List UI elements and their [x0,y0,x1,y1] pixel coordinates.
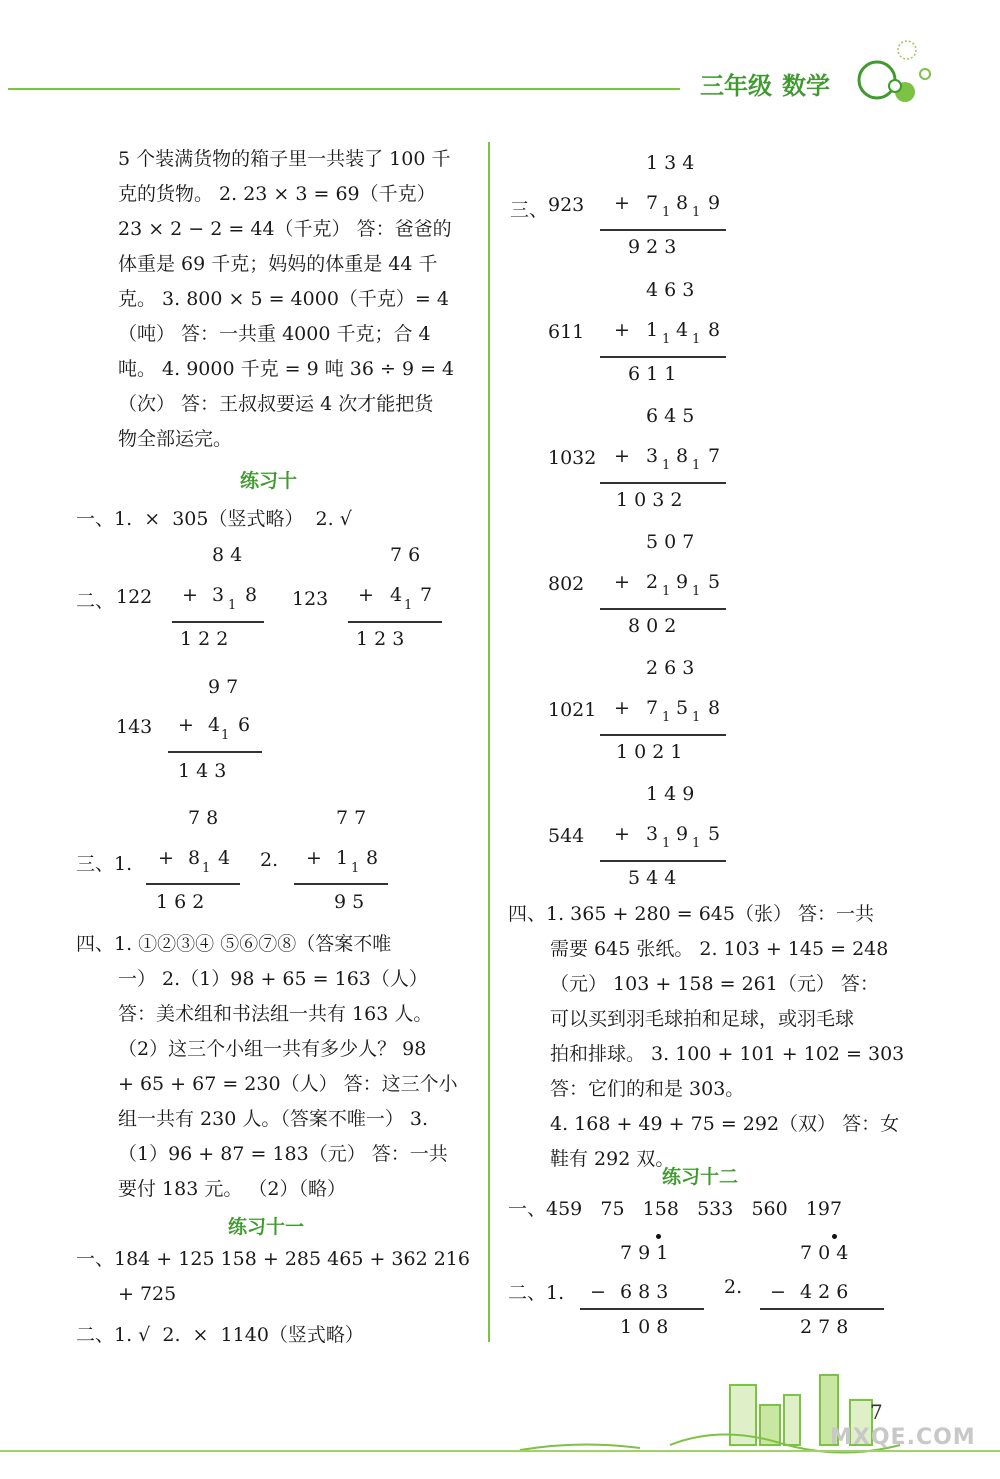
question-label: 三、1. [76,853,133,875]
carry-mark: 1 [662,205,671,220]
addend-digit: 8 [708,697,721,719]
operator: − [770,1281,786,1303]
addend-digit: 7 [708,445,721,467]
carry-mark: 1 [662,458,671,473]
sum-result: 1 6 2 [156,891,205,913]
addend-top: 7 6 [390,544,421,566]
sum-rule [348,621,442,623]
carry-mark: 1 [228,598,237,613]
addend-digit: 7 [646,192,659,214]
carry-mark: 1 [662,710,671,725]
addend-top: 1 3 4 [646,152,695,174]
text-line: 体重是 69 千克；妈妈的体重是 44 千 [118,253,438,275]
addend-digit: 3 [212,584,225,606]
addend-digit: 9 [708,192,721,214]
question-label: 二、 [76,590,115,612]
addend-digit: 8 [366,847,379,869]
addend-digit: 4 [208,714,221,736]
addend-digit: 8 [676,192,689,214]
addend-digit: 7 [646,697,659,719]
sum-result: 1 2 2 [180,628,229,650]
exercise-11-1 [76,1242,470,1312]
addend-top: 8 4 [212,544,243,566]
text-line: （元） 103 + 158 = 261（元） 答： [550,973,879,995]
header-bubbles-icon [855,36,945,106]
text-line: 鞋有 292 双。 [550,1148,675,1170]
carry-mark: 1 [404,598,413,613]
carry-mark: 1 [692,458,701,473]
carry-mark: 1 [692,332,701,347]
city-skyline-decoration [520,1355,1000,1479]
sum-result: 1 0 3 2 [616,489,683,511]
minuend: 7 0 4 [800,1242,849,1264]
answer-paragraph-r4 [508,897,904,1177]
addend-top: 7 8 [188,807,219,829]
addend-digit: 3 [646,823,659,845]
section-title-10: 练习十 [240,470,298,492]
answer-value: 122 [116,586,153,608]
sum-result: 9 2 3 [628,236,677,258]
addend-digit: 5 [676,697,689,719]
answer-value: 544 [548,825,585,847]
answer-value: 923 [548,194,585,216]
addend-top: 2 6 3 [646,657,695,679]
exercise-line: 一、459 75 158 533 560 197 [508,1198,843,1220]
question-label: 三、 [510,199,549,221]
operator: + [614,571,630,593]
addend-top: 9 7 [208,676,239,698]
text-line: 要付 183 元。 （2）（略） [118,1178,346,1200]
addend-digit: 3 [646,445,659,467]
addend-digit: 8 [245,584,258,606]
text-line: 5 个装满货物的箱子里一共装了 100 千 [118,148,451,170]
sum-rule [168,751,262,753]
text-line: 四、1. 365 + 280 = 645（张） 答：一共 [508,903,875,925]
text-line: （2）这三个小组一共有多少人？ 98 [118,1038,427,1060]
answer-paragraph-1 [118,142,454,457]
sum-result: 8 0 2 [628,615,677,637]
text-line: 可以买到羽毛球拍和足球，或羽毛球 [550,1008,855,1030]
sum-result: 1 4 3 [178,760,227,782]
sum-rule [172,621,264,623]
carry-mark: 1 [662,584,671,599]
carry-mark: 1 [202,861,211,876]
text-line: 物全部运完。 [118,428,233,450]
text-line: 答：它们的和是 303。 [550,1078,745,1100]
watermark: MXQE.COM [830,1425,976,1450]
column-divider [488,142,490,1342]
addend-digit: 9 [676,571,689,593]
answer-value: 123 [292,588,329,610]
addend-digit: 4 [390,584,403,606]
text-line: 克。 3. 800 × 5 = 4000（千克）= 4 [118,288,449,310]
borrow-dot [832,1234,837,1239]
addend-top: 5 0 7 [646,531,695,553]
borrow-dot [656,1234,661,1239]
footer-rule [0,1450,1000,1452]
sum-result: 1 0 2 1 [616,741,683,763]
text-line: 吨。 4. 9000 千克 = 9 吨 36 ÷ 9 = 4 [118,358,455,380]
exercise-line: 二、1. √ 2. × 1140（竖式略） [76,1324,364,1346]
addend-digit: 4 [218,847,231,869]
text-line: 拍和排球。 3. 100 + 101 + 102 = 303 [550,1043,905,1065]
answer-value: 1021 [548,699,597,721]
section-title-11: 练习十一 [228,1216,305,1238]
addend-digit: 6 [238,714,251,736]
sum-rule [600,229,726,231]
text-line: + 725 [118,1283,177,1305]
addend-top: 1 4 9 [646,783,695,805]
operator: + [614,445,630,467]
answer-value: 143 [116,716,153,738]
operator: + [158,847,174,869]
addend-digit: 5 [708,571,721,593]
answer-value: 802 [548,573,585,595]
operator: + [306,847,322,869]
addend-digit: 8 [676,445,689,467]
addend-top: 6 4 5 [646,405,695,427]
question-label: 2. [260,849,279,871]
text-line: （1）96 + 87 = 183（元） 答：一共 [118,1143,448,1165]
sum-result: 1 2 3 [356,628,405,650]
sum-rule [600,860,726,862]
answer-value: 1032 [548,447,597,469]
text-line: 组一共有 230 人。（答案不唯一） 3. [118,1108,429,1130]
addend-top: 4 6 3 [646,279,695,301]
operator: + [614,192,630,214]
sum-rule [600,608,726,610]
text-line: 一） 2.（1）98 + 65 = 163（人） [118,968,428,990]
subtrahend: 6 8 3 [620,1281,669,1303]
exercise-line: 一、1. × 305（竖式略） 2. √ [76,508,352,530]
page-number: 7 [870,1400,883,1424]
question-label: 2. [724,1276,743,1298]
carry-mark: 1 [692,205,701,220]
carry-mark: 1 [692,584,701,599]
addend-digit: 4 [676,319,689,341]
text-line: （吨） 答：一共重 4000 千克；合 4 [118,323,431,345]
difference-result: 2 7 8 [800,1316,849,1338]
subject-label: 数学 [782,72,830,100]
sum-result: 9 5 [334,891,365,913]
text-line: + 65 + 67 = 230（人） 答：这三个小 [118,1073,458,1095]
text-line: 四、1. ①②③④ ⑤⑥⑦⑧（答案不唯 [76,933,392,955]
header-title [700,66,840,101]
carry-mark: 1 [662,836,671,851]
sum-rule [294,883,388,885]
addend-digit: 8 [708,319,721,341]
addend-digit: 1 [646,319,659,341]
subtrahend: 4 2 6 [800,1281,849,1303]
difference-rule [580,1308,704,1310]
carry-mark: 1 [221,728,230,743]
text-line: （次） 答：王叔叔要运 4 次才能把货 [118,393,434,415]
addend-digit: 9 [676,823,689,845]
text-line: 答：美术组和书法组一共有 163 人。 [118,1003,433,1025]
sum-rule [600,734,726,736]
sum-result: 6 1 1 [628,363,677,385]
difference-result: 1 0 8 [620,1316,669,1338]
sum-result: 5 4 4 [628,867,677,889]
answer-value: 611 [548,321,585,343]
section-title-12: 练习十二 [662,1166,739,1188]
operator: + [358,584,374,606]
operator: + [614,319,630,341]
grade-label: 三年级 [700,72,772,100]
difference-rule [760,1308,884,1310]
operator: + [614,697,630,719]
text-line: 克的货物。 2. 23 × 3 = 69（千克） [118,183,436,205]
carry-mark: 1 [662,332,671,347]
question-label: 二、1. [508,1282,565,1304]
answer-paragraph-4 [76,927,458,1207]
sum-rule [146,883,240,885]
addend-digit: 5 [708,823,721,845]
addend-digit: 7 [420,584,433,606]
addend-digit: 1 [336,847,349,869]
carry-mark: 1 [692,836,701,851]
addend-digit: 2 [646,571,659,593]
text-line: 需要 645 张纸。 2. 103 + 145 = 248 [550,938,889,960]
header-rule [8,88,680,90]
carry-mark: 1 [692,710,701,725]
sum-rule [600,482,726,484]
sum-rule [600,356,726,358]
minuend: 7 9 1 [620,1242,669,1264]
operator: + [614,823,630,845]
text-line: 4. 168 + 49 + 75 = 292（双） 答：女 [550,1113,900,1135]
operator: + [178,714,194,736]
operator: − [590,1281,606,1303]
carry-mark: 1 [351,861,360,876]
addend-top: 7 7 [336,807,367,829]
addend-digit: 8 [188,847,201,869]
text-line: 23 × 2 − 2 = 44（千克） 答：爸爸的 [118,218,452,240]
operator: + [182,584,198,606]
text-line: 一、184 + 125 158 + 285 465 + 362 216 [76,1248,470,1270]
